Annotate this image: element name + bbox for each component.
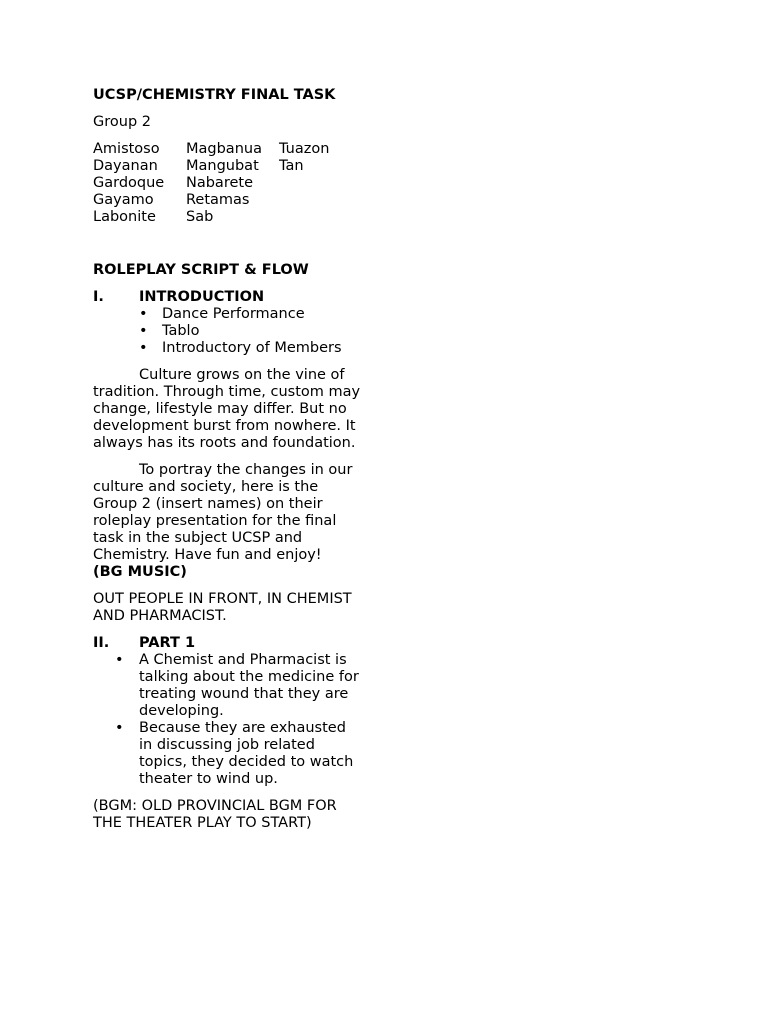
list-item (93, 306, 373, 323)
section-heading (93, 289, 373, 306)
section-title: PART 1 (139, 635, 196, 651)
section-heading (93, 635, 373, 652)
member-name: Mangubat (186, 158, 259, 174)
member-name: Gardoque (93, 175, 165, 191)
member-name: Gayamo (93, 192, 154, 208)
section-number: I. (93, 289, 104, 305)
list-item (93, 652, 363, 720)
group-label: Group 2 (93, 114, 151, 130)
member-name: Nabarete (186, 175, 253, 191)
member-name: Dayanan (93, 158, 158, 174)
members-grid (93, 141, 373, 226)
paragraph: Culture grows on the vine of tradition. Through time, custom may change, lifestyle may differ. But no development burst from nowhere. It always has its roots and foundation. (93, 367, 361, 451)
document-page (93, 87, 373, 832)
list-item-text: Introductory of Members (162, 340, 342, 356)
paragraph: To portray the changes in our culture and society, here is the Group 2 (insert names) on their roleplay presentation for the final task in the subject UCSP and Chemistry. Have fun and enjoy! (93, 462, 353, 563)
member-name (279, 192, 373, 209)
bullet-icon: • (115, 652, 124, 668)
list-item (93, 720, 363, 788)
bgm-note: (BGM: OLD PROVINCIAL BGM FOR THE THEATER PLAY TO START) (93, 798, 337, 831)
list-item (93, 340, 373, 357)
member-name (279, 209, 373, 226)
bullet-icon: • (115, 720, 124, 736)
member-name: Magbanua (186, 141, 262, 157)
member-name: Tan (279, 158, 304, 174)
member-name: Sab (186, 209, 214, 225)
member-name: Tuazon (279, 141, 330, 157)
document-title: UCSP/CHEMISTRY FINAL TASK (93, 87, 336, 103)
member-name: Labonite (93, 209, 156, 225)
bullet-icon: • (139, 306, 148, 322)
list-item (93, 323, 373, 340)
list-item-text: Because they are exhausted in discussing job related topics, they decided to watch theater to wind up. (139, 720, 354, 787)
list-item-text: A Chemist and Pharmacist is talking about the medicine for treating wound that they are developing. (139, 652, 359, 719)
stage-direction: OUT PEOPLE IN FRONT, IN CHEMIST AND PHARMACIST. (93, 591, 352, 624)
bullet-icon: • (139, 323, 148, 339)
bullet-icon: • (139, 340, 148, 356)
bullet-list (93, 652, 363, 788)
list-item-text: Tablo (162, 323, 200, 339)
section-number: II. (93, 635, 110, 651)
list-item-text: Dance Performance (162, 306, 305, 322)
script-title: ROLEPLAY SCRIPT & FLOW (93, 262, 309, 278)
bg-music-cue: (BG MUSIC) (93, 564, 187, 580)
bullet-list (93, 306, 373, 357)
member-name: Amistoso (93, 141, 160, 157)
member-name (279, 175, 373, 192)
member-name: Retamas (186, 192, 250, 208)
section-title: INTRODUCTION (139, 289, 265, 305)
